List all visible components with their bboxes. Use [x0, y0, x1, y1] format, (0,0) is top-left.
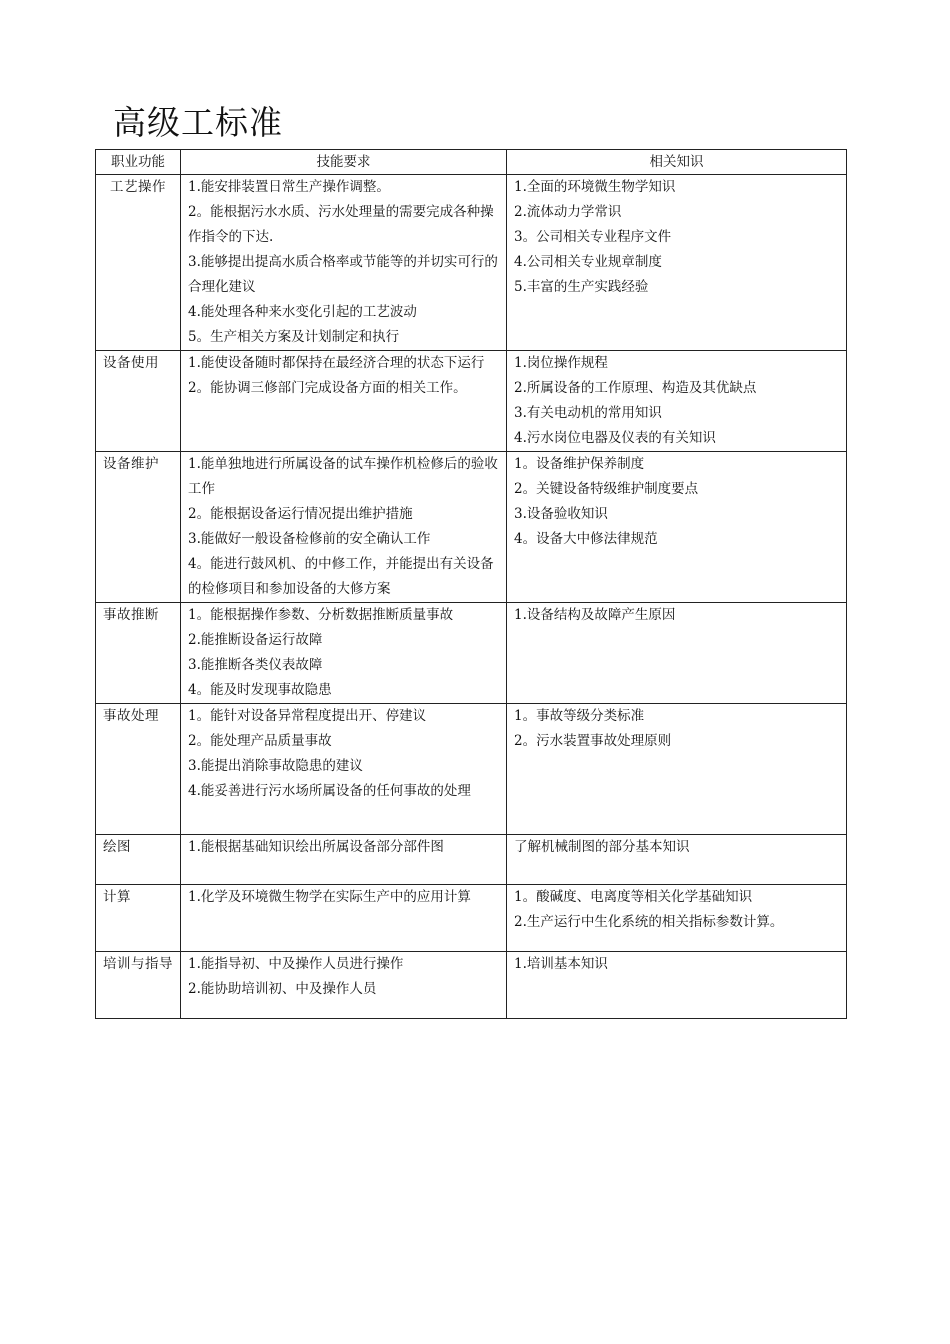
- knowledge-item: 1。事故等级分类标准: [514, 708, 645, 724]
- knowledge-item: 4.污水岗位电器及仪表的有关知识: [514, 430, 716, 446]
- header-knowledge: 相关知识: [507, 150, 847, 175]
- skills-cell: [181, 175, 507, 351]
- skill-item: 1。能根据操作参数、分析数据推断质量事故: [188, 607, 454, 623]
- standards-table: [95, 149, 847, 1019]
- knowledge-item: 1。酸碱度、电离度等相关化学基础知识: [514, 889, 753, 905]
- table-row: [96, 452, 847, 603]
- skills-cell: [181, 452, 507, 603]
- knowledge-item: 3。公司相关专业程序文件: [514, 229, 672, 245]
- skill-item: 2。能处理产品质量事故: [188, 733, 332, 749]
- knowledge-item: 3.有关电动机的常用知识: [514, 405, 662, 421]
- skill-item: 1.能单独地进行所属设备的试车操作机检修后的验收工作: [188, 456, 498, 497]
- knowledge-cell: [507, 704, 847, 835]
- skill-item: 2。能根据设备运行情况提出维护措施: [188, 506, 413, 522]
- skill-item: 3.能做好一般设备检修前的安全确认工作: [188, 531, 431, 547]
- knowledge-item: 3.设备验收知识: [514, 506, 608, 522]
- skill-item: 5。生产相关方案及计划制定和执行: [188, 329, 400, 345]
- knowledge-item: 1.设备结构及故障产生原因: [514, 607, 676, 623]
- knowledge-item: 1.岗位操作规程: [514, 355, 608, 371]
- skill-item: 2。能根据污水水质、污水处理量的需要完成各种操作指令的下达.: [188, 204, 494, 245]
- function-cell: 绘图: [96, 835, 181, 885]
- skill-item: 3.能提出消除事故隐患的建议: [188, 758, 363, 774]
- skills-cell: [181, 952, 507, 1019]
- skill-item: 2.能协助培训初、中及操作人员: [188, 981, 377, 997]
- knowledge-item: 4。设备大中修法律规范: [514, 531, 658, 547]
- table-row: [96, 351, 847, 452]
- skill-item: 1.能指导初、中及操作人员进行操作: [188, 956, 404, 972]
- function-cell: 计算: [96, 885, 181, 952]
- function-cell: 培训与指导: [96, 952, 181, 1019]
- knowledge-cell: [507, 952, 847, 1019]
- knowledge-cell: [507, 175, 847, 351]
- skill-item: 4。能进行鼓风机、的中修工作，并能提出有关设备的检修项目和参加设备的大修方案: [188, 556, 494, 597]
- knowledge-item: 了解机械制图的部分基本知识: [514, 839, 690, 855]
- skills-cell: [181, 603, 507, 704]
- knowledge-cell: [507, 835, 847, 885]
- knowledge-cell: [507, 351, 847, 452]
- header-function: 职业功能: [96, 150, 181, 175]
- knowledge-item: 2.生产运行中生化系统的相关指标参数计算。: [514, 914, 784, 930]
- knowledge-cell: [507, 885, 847, 952]
- skill-item: 1.能根据基础知识绘出所属设备部分部件图: [188, 839, 444, 855]
- knowledge-item: 1.培训基本知识: [514, 956, 608, 972]
- table-row: [96, 603, 847, 704]
- function-cell: 设备使用: [96, 351, 181, 452]
- knowledge-item: 4.公司相关专业规章制度: [514, 254, 662, 270]
- skill-item: 3.能推断各类仪表故障: [188, 657, 323, 673]
- skill-item: 1.化学及环境微生物学在实际生产中的应用计算: [188, 889, 471, 905]
- table-row: [96, 952, 847, 1019]
- knowledge-item: 1。设备维护保养制度: [514, 456, 645, 472]
- function-cell: 事故推断: [96, 603, 181, 704]
- skills-cell: [181, 704, 507, 835]
- skill-item: 2。能协调三修部门完成设备方面的相关工作。: [188, 380, 467, 396]
- table-header-row: [96, 150, 847, 175]
- skill-item: 4.能处理各种来水变化引起的工艺波动: [188, 304, 417, 320]
- skill-item: 1.能使设备随时都保持在最经济合理的状态下运行: [188, 355, 485, 371]
- page-title: 高级工标准: [113, 103, 283, 142]
- knowledge-item: 2。污水装置事故处理原则: [514, 733, 672, 749]
- skills-cell: [181, 351, 507, 452]
- function-cell: 事故处理: [96, 704, 181, 835]
- function-cell: 设备维护: [96, 452, 181, 603]
- skill-item: 1.能安排装置日常生产操作调整。: [188, 179, 390, 195]
- table-row: [96, 885, 847, 952]
- skill-item: 1。能针对设备异常程度提出开、停建议: [188, 708, 427, 724]
- skill-item: 4。能及时发现事故隐患: [188, 682, 332, 698]
- table-row: [96, 175, 847, 351]
- knowledge-cell: [507, 452, 847, 603]
- function-cell: 工艺操作: [96, 175, 181, 351]
- knowledge-item: 5.丰富的生产实践经验: [514, 279, 649, 295]
- skills-cell: [181, 835, 507, 885]
- knowledge-item: 1.全面的环境微生物学知识: [514, 179, 676, 195]
- table-row: [96, 704, 847, 835]
- skills-cell: [181, 885, 507, 952]
- skill-item: 4.能妥善进行污水场所属设备的任何事故的处理: [188, 783, 471, 799]
- table-row: [96, 835, 847, 885]
- knowledge-item: 2.所属设备的工作原理、构造及其优缺点: [514, 380, 757, 396]
- knowledge-item: 2.流体动力学常识: [514, 204, 622, 220]
- skill-item: 3.能够提出提高水质合格率或节能等的并切实可行的合理化建议: [188, 254, 498, 295]
- skill-item: 2.能推断设备运行故障: [188, 632, 323, 648]
- knowledge-item: 2。关键设备特级维护制度要点: [514, 481, 699, 497]
- header-skills: 技能要求: [181, 150, 507, 175]
- knowledge-cell: [507, 603, 847, 704]
